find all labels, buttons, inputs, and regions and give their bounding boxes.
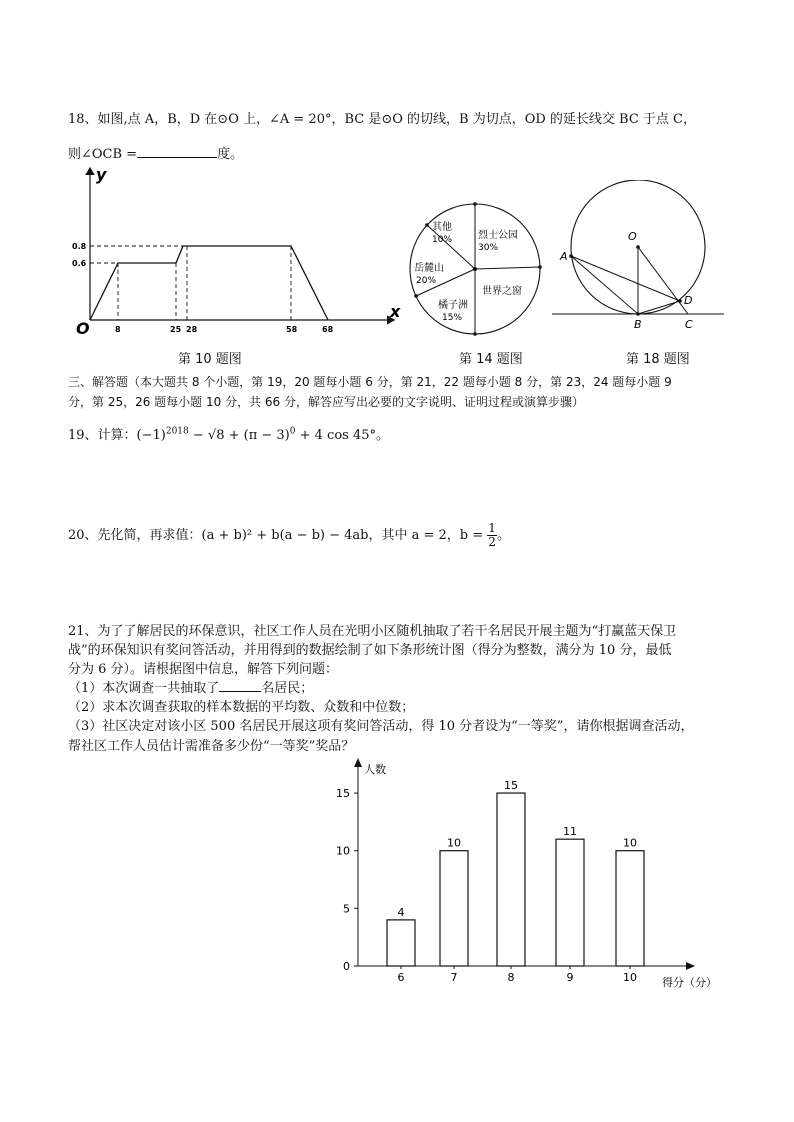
fig18-point-d	[678, 299, 682, 303]
q21-line1: 21、为了了解居民的环保意识，社区工作人员在光明小区随机抽取了若干名居民开展主题为“打赢蓝天保卫	[68, 624, 677, 639]
fig10-x-label: x	[390, 302, 401, 321]
fig10-origin: O	[76, 319, 90, 338]
x-tick-label: 10	[623, 971, 637, 984]
q21-item1	[68, 677, 313, 696]
y-axis-label: 人数	[364, 763, 386, 776]
fig14-pie-chart	[408, 202, 544, 336]
fig18-geometry	[552, 180, 724, 338]
x-tick-label: 7	[450, 971, 458, 984]
q18-line2-suffix: 度。	[217, 147, 244, 162]
fig14-pct-yuelu: 20%	[416, 276, 437, 286]
bar-value-label: 11	[563, 825, 577, 839]
bar-value-label: 10	[623, 836, 637, 850]
y-tick-label: 10	[336, 844, 350, 858]
fig18-point-o	[636, 245, 640, 249]
q20-fraction	[487, 522, 497, 549]
q19-exp-a: 2018	[165, 426, 189, 437]
fig18-segment-bd	[638, 301, 680, 314]
x-axis-arrow	[686, 962, 695, 970]
fig10-x-tick: 28	[186, 325, 198, 334]
q20-expr: (a + b)² + b(a − b) − 4ab，其中 a = 2，b =	[201, 528, 484, 543]
y-tick-label: 0	[343, 960, 350, 973]
bar	[616, 851, 644, 966]
fig18-point-a	[569, 254, 573, 258]
fig14-pct-juzizhou: 15%	[442, 313, 463, 323]
fig14-pct-other: 10%	[432, 235, 453, 245]
fig14-dot	[538, 265, 542, 269]
fig10-x-tick: 25	[170, 325, 182, 334]
q18-line1: 18、如图,点 A，B，D 在⊙O 上，∠A = 20°，BC 是⊙O 的切线，B 为切点，OD 的延长线交 BC 于点 C，	[68, 112, 697, 127]
fig10-x-tick: 8	[115, 325, 121, 334]
fig18-label-b: B	[634, 318, 642, 331]
q20-prefix: 20、先化简，再求值：	[68, 528, 202, 543]
fig10-x-tick: 68	[322, 325, 334, 334]
bar-value-label: 4	[397, 905, 405, 919]
fig10-y-label: y	[96, 165, 107, 184]
section3-line2: 分，第 25，26 题每小题 10 分，共 66 分，解答应写出必要的文字说明、证明过程或演算步骤）	[68, 395, 584, 409]
q21-line3: 分为 6 分）。请根据图中信息，解答下列问题：	[68, 662, 339, 677]
y-tick-label: 15	[336, 787, 350, 801]
x-tick-label: 6	[397, 971, 405, 984]
q21-bar-chart	[330, 755, 730, 995]
q18-answer-blank[interactable]	[137, 145, 217, 158]
q21-item3: （3）社区决定对该小区 500 名居民开展这项有奖问答活动，得 10 分者设为“一等奖”，请你根据调查活动，	[68, 719, 694, 734]
q21-item2: （2）求本次调查获取的样本数据的平均数、众数和中位数；	[68, 700, 415, 715]
bar	[387, 920, 415, 966]
fig10-curve	[90, 246, 328, 320]
fig14-dot	[414, 294, 418, 298]
fig18-label-a: A	[560, 250, 568, 263]
y-tick-label: 5	[343, 902, 350, 916]
q19-exp-b: 0	[289, 426, 296, 437]
fig18-segment-oc	[638, 247, 688, 314]
q21-item1-prefix: （1）本次调查一共抽取了	[68, 681, 220, 696]
fig14-dot	[473, 332, 477, 336]
fig14-center-dot	[473, 267, 477, 271]
q21-item1-suffix: 名居民；	[261, 681, 314, 696]
q21-answer-blank[interactable]	[219, 679, 261, 692]
y-axis-arrow	[354, 758, 362, 767]
bar	[440, 851, 468, 966]
q19-expr-c: + 4 cos 45°。	[295, 428, 390, 443]
fig18-segment-ad	[571, 256, 680, 301]
fig10-y-tick: 0.8	[72, 242, 87, 251]
x-axis-label: 得分（分）	[662, 976, 717, 989]
q19-expr-a: (−1)	[136, 428, 166, 443]
fig18-label-c: C	[685, 318, 693, 331]
q21-item4: 帮社区工作人员估计需准备多少份“一等奖”奖品？	[68, 739, 355, 754]
fig10-caption: 第 10 题图	[178, 352, 242, 367]
fig18-caption: 第 18 题图	[626, 352, 690, 367]
fig14-label-yuelu: 岳麓山	[414, 263, 444, 274]
fig18-point-b	[636, 312, 640, 316]
fig14-label-martyrs-park: 烈士公园	[478, 230, 518, 241]
q20-frac-den: 2	[488, 535, 496, 549]
x-tick-label: 8	[507, 971, 515, 984]
bar	[497, 793, 525, 966]
fig14-label-other: 其他	[432, 222, 452, 233]
q20-end: 。	[496, 528, 510, 543]
q19-expr-b: − √8 + (π − 3)	[188, 428, 290, 443]
q20-line	[68, 522, 510, 549]
q21-line2: 战”的环保知识有奖问答活动，并用得到的数据绘制了如下条形统计图（得分为整数，满分为 10 分，最低	[68, 643, 672, 658]
q18-line2-prefix: 则∠OCB =	[68, 147, 138, 162]
fig14-pct-martyrs-park: 30%	[478, 243, 499, 253]
q19-prefix: 19、计算：	[68, 428, 137, 443]
fig14-dot	[473, 202, 477, 206]
bar	[556, 839, 584, 966]
q19-line	[68, 424, 389, 443]
x-tick-label: 9	[566, 971, 574, 984]
fig14-caption: 第 14 题图	[459, 352, 523, 367]
bar-value-label: 15	[504, 779, 518, 793]
fig18-label-d: D	[684, 294, 693, 307]
fig10-y-tick: 0.6	[72, 259, 87, 268]
fig10-x-tick: 58	[286, 325, 298, 334]
q20-frac-num: 1	[488, 521, 496, 535]
fig14-label-window: 世界之窗	[482, 286, 522, 297]
fig14-label-juzizhou: 橘子洲	[438, 300, 468, 311]
section3-line1: 三、解答题（本大题共 8 个小题，第 19，20 题每小题 6 分，第 21，22 题每小题 8 分，第 23，24 题每小题 9	[68, 375, 672, 389]
q18-line2	[68, 143, 243, 162]
bar-value-label: 10	[447, 836, 461, 850]
fig14-dot	[425, 223, 429, 227]
fig18-label-o: O	[628, 230, 637, 243]
fig10-graph	[72, 162, 402, 342]
